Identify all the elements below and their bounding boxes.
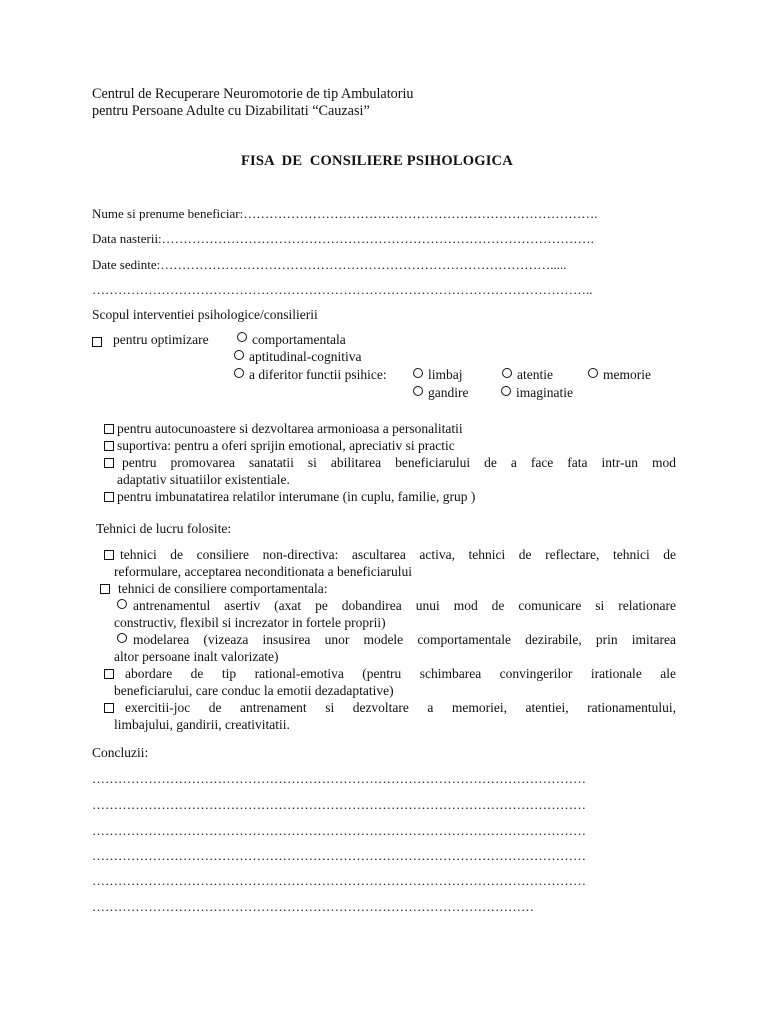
checkbox-promovarea[interactable] <box>104 458 114 468</box>
concluzii-line[interactable]: …………………………………………………………………………………………………… <box>92 771 586 786</box>
checkbox-relatii[interactable] <box>104 492 114 502</box>
label-atentie: atentie <box>517 367 553 382</box>
field-nume-prenume[interactable]: Nume si prenume beneficiar:………………………………………………………………………. <box>92 206 598 221</box>
field-date-sedinte[interactable]: Date sedinte:………………………………………………………………………………..... <box>92 257 567 272</box>
concluzii-line[interactable]: …………………………………………………………………………………………………… <box>92 848 586 863</box>
label-memorie: memorie <box>603 367 651 382</box>
checkbox-rational[interactable] <box>104 669 114 679</box>
radio-limbaj[interactable] <box>413 368 423 378</box>
checkbox-optimizare[interactable] <box>92 337 102 347</box>
header-line-2: pentru Persoane Adulte cu Dizabilitati “Cauzasi” <box>92 103 370 119</box>
label-modelarea-2: altor persoane inalt valorizate) <box>114 649 279 664</box>
radio-comportamentala[interactable] <box>237 332 247 342</box>
radio-aptitudinal[interactable] <box>234 350 244 360</box>
label-imaginatie: imaginatie <box>516 385 573 400</box>
section-heading-scop: Scopul interventiei psihologice/consilierii <box>92 307 318 322</box>
checkbox-exercitii[interactable] <box>104 703 114 713</box>
radio-asertiv[interactable] <box>117 599 127 609</box>
checkbox-nondirectiva[interactable] <box>104 550 114 560</box>
label-nondirectiva-1: tehnici de consiliere non-directiva: ascultarea activa, tehnici de reflectare, tehnici de <box>120 547 676 562</box>
label-aptitudinal: aptitudinal-cognitiva <box>249 349 362 364</box>
label-relatii: pentru imbunatatirea relatilor interumane (in cuplu, familie, grup ) <box>117 489 476 504</box>
label-promovarea-2: adaptativ situatiilor existentiale. <box>117 472 290 487</box>
field-data-nasterii[interactable]: Data nasterii:………………………………………………………………………………………. <box>92 231 594 246</box>
label-rational-1: abordare de tip rational-emotiva (pentru schimbarea convingerilor irationale ale <box>125 666 676 681</box>
concluzii-line[interactable]: …………………………………………………………………………………………………… <box>92 873 586 888</box>
radio-atentie[interactable] <box>502 368 512 378</box>
label-gandire: gandire <box>428 385 469 400</box>
label-asertiv-1: antrenamentul asertiv (axat pe dobandirea unui mod de comunicare si relationare <box>133 598 676 613</box>
label-exercitii-1: exercitii-joc de antrenament si dezvoltare a memoriei, atentiei, rationamentului, <box>125 700 676 715</box>
label-promovarea-1: pentru promovarea sanatatii si abilitarea beneficiarului de a face fata intr-un mod <box>122 455 676 470</box>
radio-memorie[interactable] <box>588 368 598 378</box>
label-asertiv-2: constructiv, flexibil si increzator in fortele proprii) <box>114 615 386 630</box>
label-tehnici-comportamentala: tehnici de consiliere comportamentala: <box>118 581 328 596</box>
label-exercitii-2: limbajului, gandirii, creativitatii. <box>114 717 290 732</box>
section-heading-tehnici: Tehnici de lucru folosite: <box>96 521 232 536</box>
radio-functii-psihice[interactable] <box>234 368 244 378</box>
label-modelarea-1: modelarea (vizeaza insusirea unor modele comportamentale dezirabile, prin imitarea <box>133 632 676 647</box>
checkbox-comportamentala[interactable] <box>100 584 110 594</box>
label-optimizare: pentru optimizare <box>113 332 209 347</box>
label-limbaj: limbaj <box>428 367 463 382</box>
concluzii-line[interactable]: …………………………………………………………………………………………………… <box>92 797 586 812</box>
label-comportamentala: comportamentala <box>252 332 346 347</box>
radio-imaginatie[interactable] <box>501 386 511 396</box>
checkbox-suportiva[interactable] <box>104 441 114 451</box>
radio-modelarea[interactable] <box>117 633 127 643</box>
header-line-1: Centrul de Recuperare Neuromotorie de tip Ambulatoriu <box>92 86 414 102</box>
label-suportiva: suportiva: pentru a oferi sprijin emotional, apreciativ si practic <box>117 438 455 453</box>
checkbox-autocunoastere[interactable] <box>104 424 114 434</box>
label-functii-psihice: a diferitor functii psihice: <box>249 367 387 382</box>
concluzii-line[interactable]: ………………………………………………………………………………………… <box>92 899 534 914</box>
page-title: FISA DE CONSILIERE PSIHOLOGICA <box>241 153 513 169</box>
field-extra-line[interactable]: …………………………………………………………………………………………………….. <box>92 282 593 297</box>
label-autocunoastere: pentru autocunoastere si dezvoltarea armonioasa a personalitatii <box>117 421 463 436</box>
radio-gandire[interactable] <box>413 386 423 396</box>
concluzii-line[interactable]: …………………………………………………………………………………………………… <box>92 823 586 838</box>
label-rational-2: beneficiarului, care conduc la emotii dezadaptative) <box>114 683 394 698</box>
section-heading-concluzii: Concluzii: <box>92 745 149 760</box>
label-nondirectiva-2: reformulare, acceptarea neconditionata a beneficiarului <box>114 564 412 579</box>
